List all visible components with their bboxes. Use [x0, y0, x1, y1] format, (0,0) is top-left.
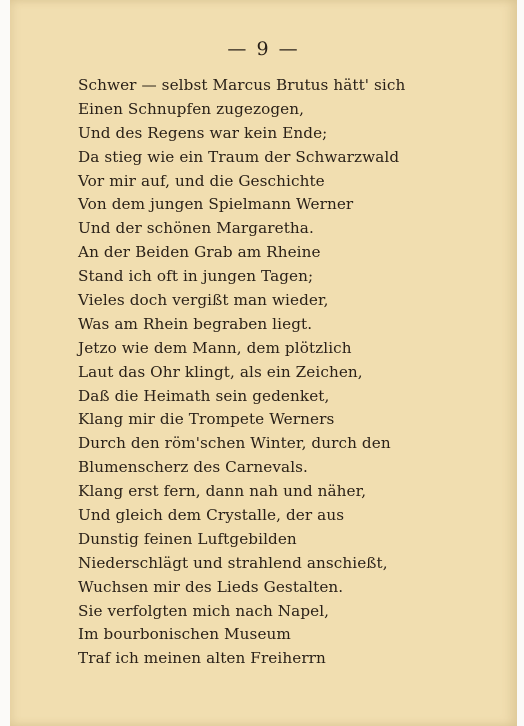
verse-line: Dunstig feinen Luftgebilden	[78, 529, 297, 548]
verse-line: Blumenscherz des Carnevals.	[78, 458, 308, 477]
page-number: — 9 —	[227, 38, 300, 60]
verse-line: Durch den röm'schen Winter, durch den	[78, 434, 391, 453]
verse-line: Da stieg wie ein Traum der Schwarzwald	[78, 147, 400, 166]
verse-line: Jetzo wie dem Mann, dem plötzlich	[78, 338, 352, 357]
verse-line: Schwer — selbst Marcus Brutus hätt' sich	[78, 76, 406, 94]
verse-line: Und gleich dem Crystalle, der aus	[78, 506, 345, 525]
verse-line: Laut das Ohr klingt, als ein Zeichen,	[78, 362, 363, 381]
verse-line: Und der schönen Margaretha.	[78, 219, 314, 238]
verse-line: Was am Rhein begraben liegt.	[78, 314, 313, 333]
verse-line: Vor mir auf, und die Geschichte	[78, 171, 325, 190]
verse-line: Einen Schnupfen zugezogen,	[78, 99, 305, 118]
verse-line: Daß die Heimath sein gedenket,	[78, 386, 330, 405]
verse-line: Vieles doch vergißt man wieder,	[78, 291, 329, 310]
verse-line: Stand ich oft in jungen Tagen;	[78, 267, 314, 286]
verse-line: Niederschlägt und strahlend anschießt,	[78, 553, 388, 572]
verse-line: Traf ich meinen alten Freiherrn	[78, 649, 326, 668]
verse-line: An der Beiden Grab am Rheine	[78, 243, 321, 262]
verse-line: Sie verfolgten mich nach Napel,	[78, 601, 330, 620]
verse-line: Im bourbonischen Museum	[78, 625, 291, 644]
verse-line: Klang erst fern, dann nah und näher,	[78, 482, 367, 501]
verse-line: Wuchsen mir des Lieds Gestalten.	[78, 577, 344, 596]
verse-line: Klang mir die Trompete Werners	[78, 410, 335, 429]
verse-text	[78, 74, 405, 671]
verse-line: Und des Regens war kein Ende;	[78, 123, 328, 142]
book-page	[10, 0, 517, 726]
verse-line: Von dem jungen Spielmann Werner	[78, 195, 354, 214]
